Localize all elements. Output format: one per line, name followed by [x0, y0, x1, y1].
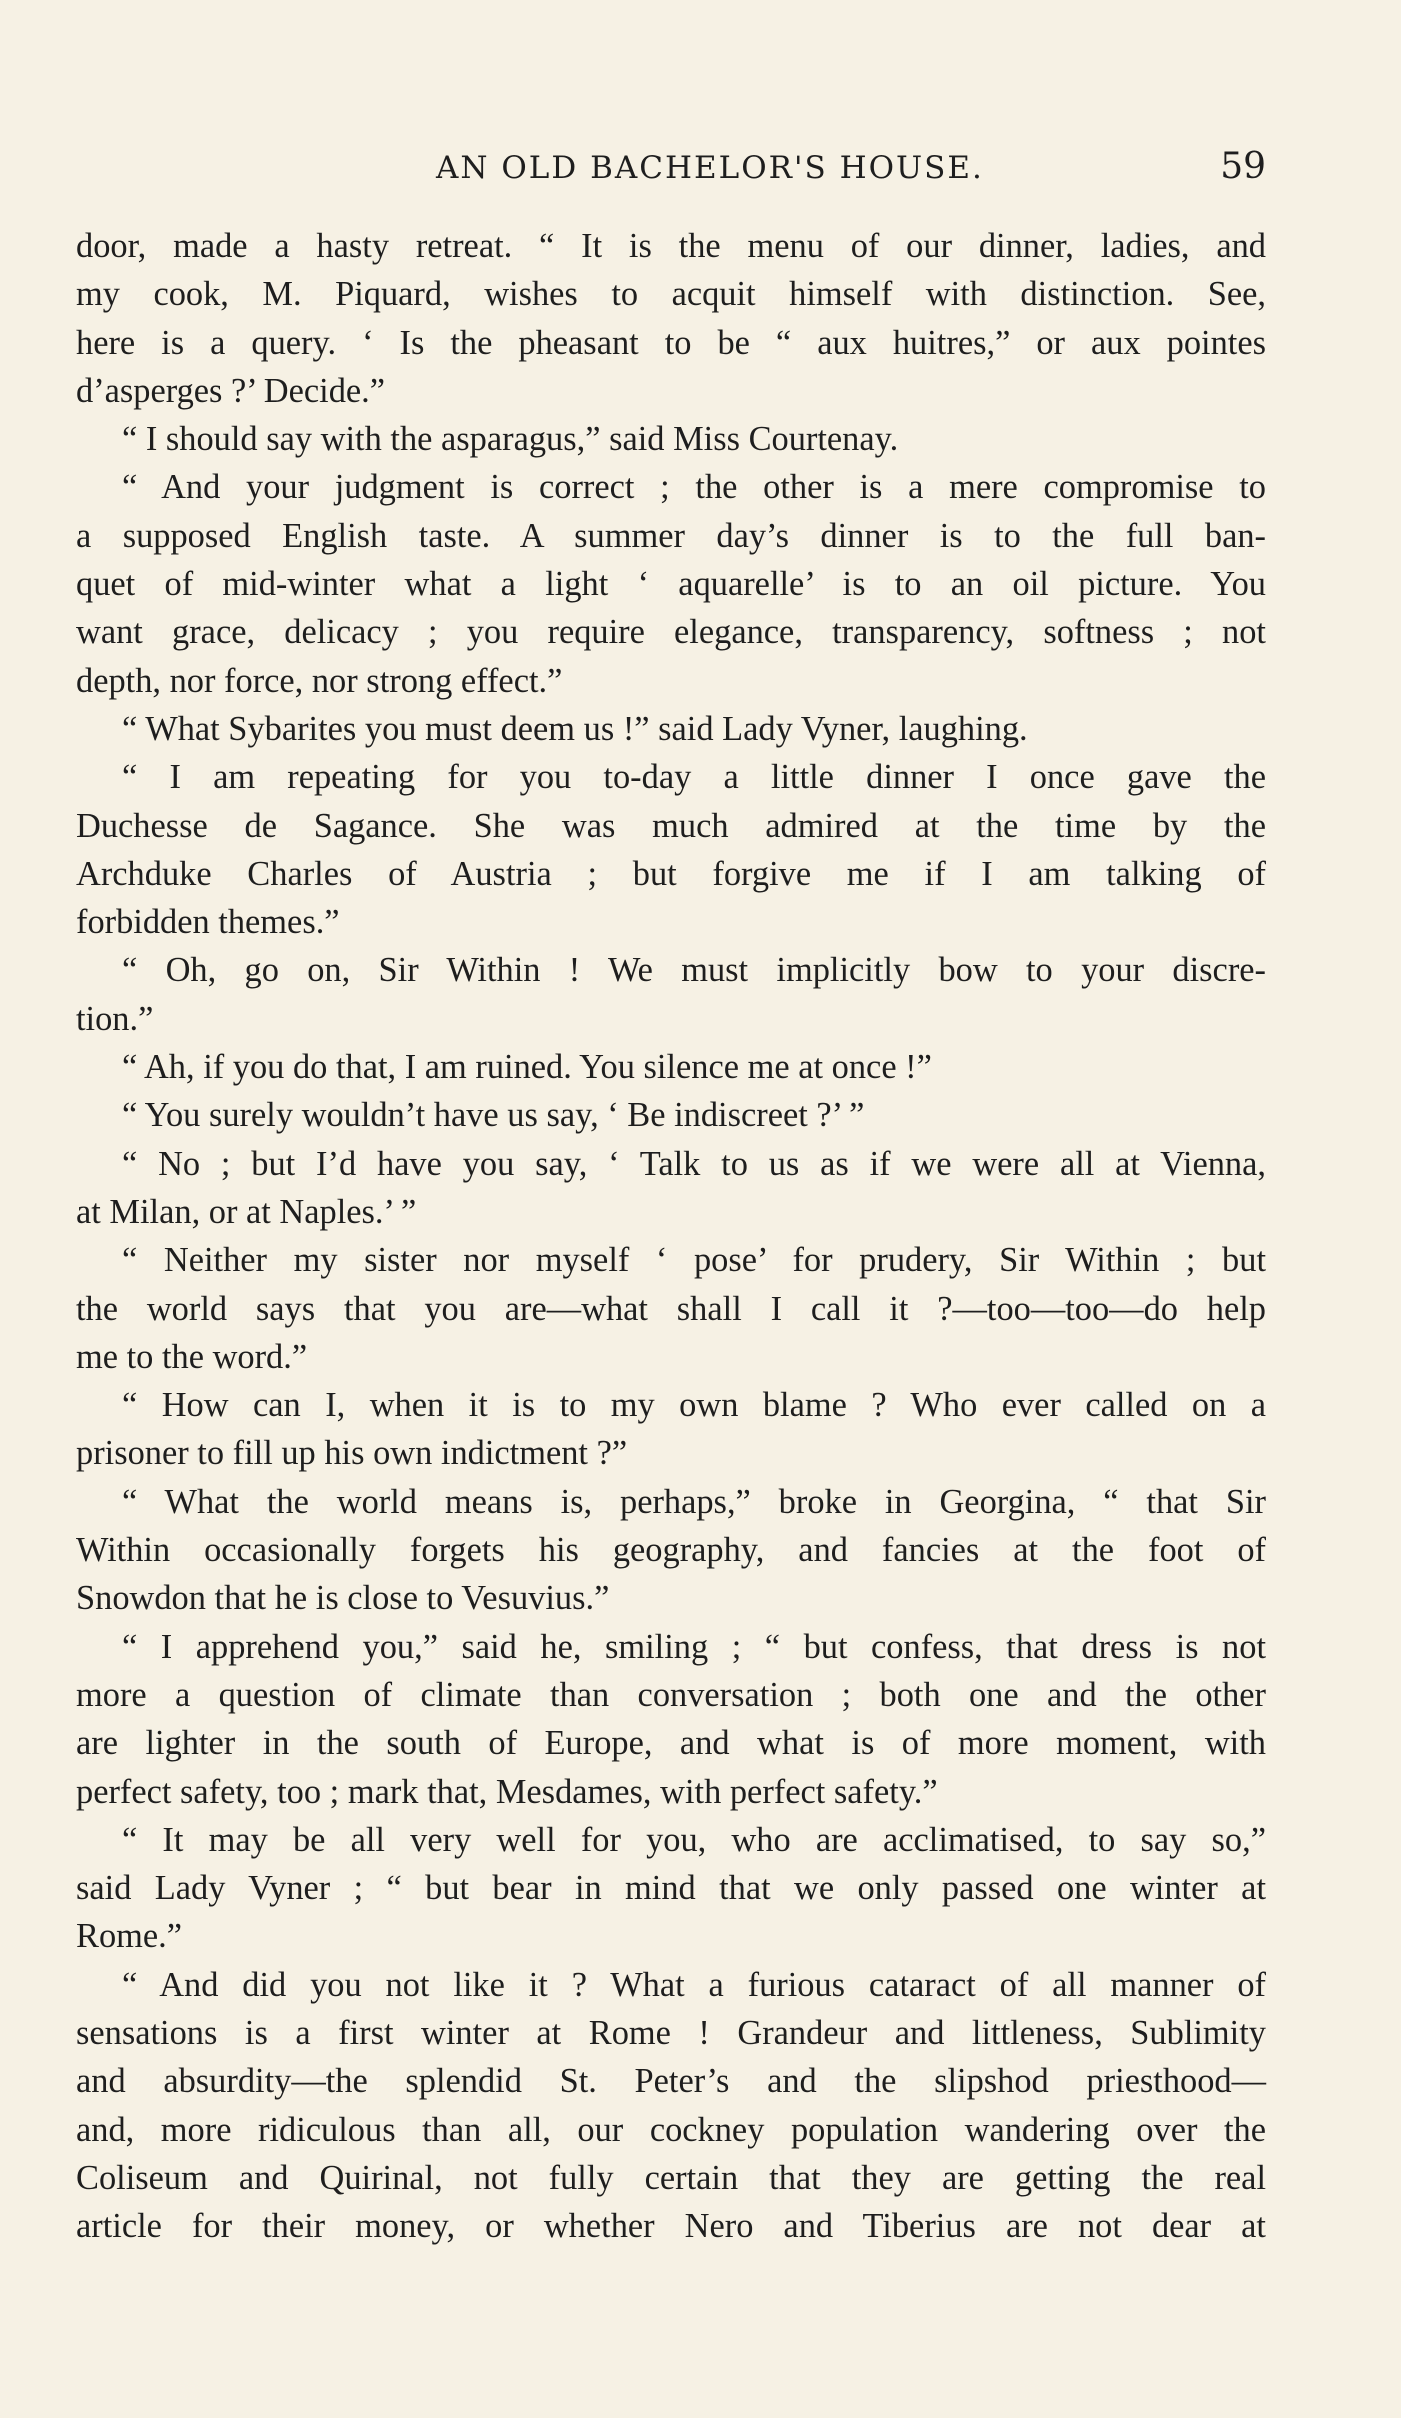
text-line: more a question of climate than conversation ; both one and the other: [76, 1675, 1266, 1714]
text-line: perfect safety, too ; mark that, Mesdames, with perfect safety.”: [76, 1772, 938, 1811]
page-number: 59: [1220, 146, 1266, 187]
text-line: the world says that you are—what shall I call it ?—too—too—do help: [76, 1289, 1266, 1328]
text-line: quet of mid-winter what a light ‘ aquarelle’ is to an oil picture. You: [76, 565, 1266, 604]
text-line: article for their money, or whether Nero and Tiberius are not dear at: [76, 2207, 1266, 2246]
text-line: “ No ; but I’d have you say, ‘ Talk to us as if we were all at Vienna,: [122, 1144, 1266, 1183]
text-line: tion.”: [76, 999, 154, 1038]
text-line: here is a query. ‘ Is the pheasant to be “ aux huitres,” or aux pointes: [76, 323, 1266, 362]
text-line: my cook, M. Piquard, wishes to acquit himself with distinction. See,: [76, 275, 1266, 314]
text-line: “ Neither my sister nor myself ‘ pose’ for prudery, Sir Within ; but: [122, 1241, 1266, 1280]
text-line: “ It may be all very well for you, who are acclimatised, to say so,”: [122, 1820, 1266, 1859]
text-line: me to the word.”: [76, 1337, 308, 1376]
text-line: sensations is a first winter at Rome ! Grandeur and littleness, Sublimity: [76, 2013, 1266, 2052]
text-line: “ How can I, when it is to my own blame ? Who ever called on a: [122, 1386, 1266, 1425]
text-line: “ What the world means is, perhaps,” broke in Georgina, “ that Sir: [122, 1482, 1266, 1521]
text-line: prisoner to fill up his own indictment ?”: [76, 1434, 628, 1473]
text-line: door, made a hasty retreat. “ It is the menu of our dinner, ladies, and: [76, 227, 1266, 265]
running-title: AN OLD BACHELOR'S HOUSE.: [436, 150, 984, 186]
text-line: Duchesse de Sagance. She was much admired at the time by the: [76, 806, 1266, 845]
text-line: are lighter in the south of Europe, and what is of more moment, with: [76, 1724, 1266, 1763]
text-line: and absurdity—the splendid St. Peter’s and the slipshod priesthood—: [76, 2062, 1266, 2101]
text-line: “ Oh, go on, Sir Within ! We must implicitly bow to your discre-: [122, 951, 1266, 990]
text-line: Rome.”: [76, 1917, 183, 1956]
text-line: Coliseum and Quirinal, not fully certain that they are getting the real: [76, 2158, 1266, 2197]
text-line: “ I am repeating for you to-day a little dinner I once gave the: [122, 758, 1266, 797]
page-header: [76, 146, 1266, 200]
body-text: [76, 222, 1266, 2250]
text-line: a supposed English taste. A summer day’s dinner is to the full ban-: [76, 516, 1266, 555]
text-line: “ What Sybarites you must deem us !” said Lady Vyner, laughing.: [122, 709, 1028, 748]
text-line: Within occasionally forgets his geography, and fancies at the foot of: [76, 1531, 1266, 1570]
text-line: “ And did you not like it ? What a furious cataract of all manner of: [122, 1965, 1266, 2004]
text-line: said Lady Vyner ; “ but bear in mind that we only passed one winter at: [76, 1869, 1266, 1908]
text-line: depth, nor force, nor strong effect.”: [76, 661, 563, 700]
text-line: “ You surely wouldn’t have us say, ‘ Be indiscreet ?’ ”: [122, 1096, 865, 1135]
text-line: “ I should say with the asparagus,” said Miss Courtenay.: [122, 420, 899, 459]
text-line: forbidden themes.”: [76, 903, 340, 942]
text-line: “ I apprehend you,” said he, smiling ; “ but confess, that dress is not: [122, 1627, 1266, 1666]
text-line: “ And your judgment is correct ; the other is a mere compromise to: [122, 468, 1266, 507]
text-line: Archduke Charles of Austria ; but forgive me if I am talking of: [76, 854, 1266, 893]
text-line: d’asperges ?’ Decide.”: [76, 371, 386, 410]
text-line: “ Ah, if you do that, I am ruined. You silence me at once !”: [122, 1048, 932, 1087]
text-line: want grace, delicacy ; you require elegance, transparency, softness ; not: [76, 613, 1266, 652]
text-line: and, more ridiculous than all, our cockney population wandering over the: [76, 2110, 1266, 2149]
text-line: at Milan, or at Naples.’ ”: [76, 1192, 417, 1231]
text-line: Snowdon that he is close to Vesuvius.”: [76, 1579, 610, 1618]
